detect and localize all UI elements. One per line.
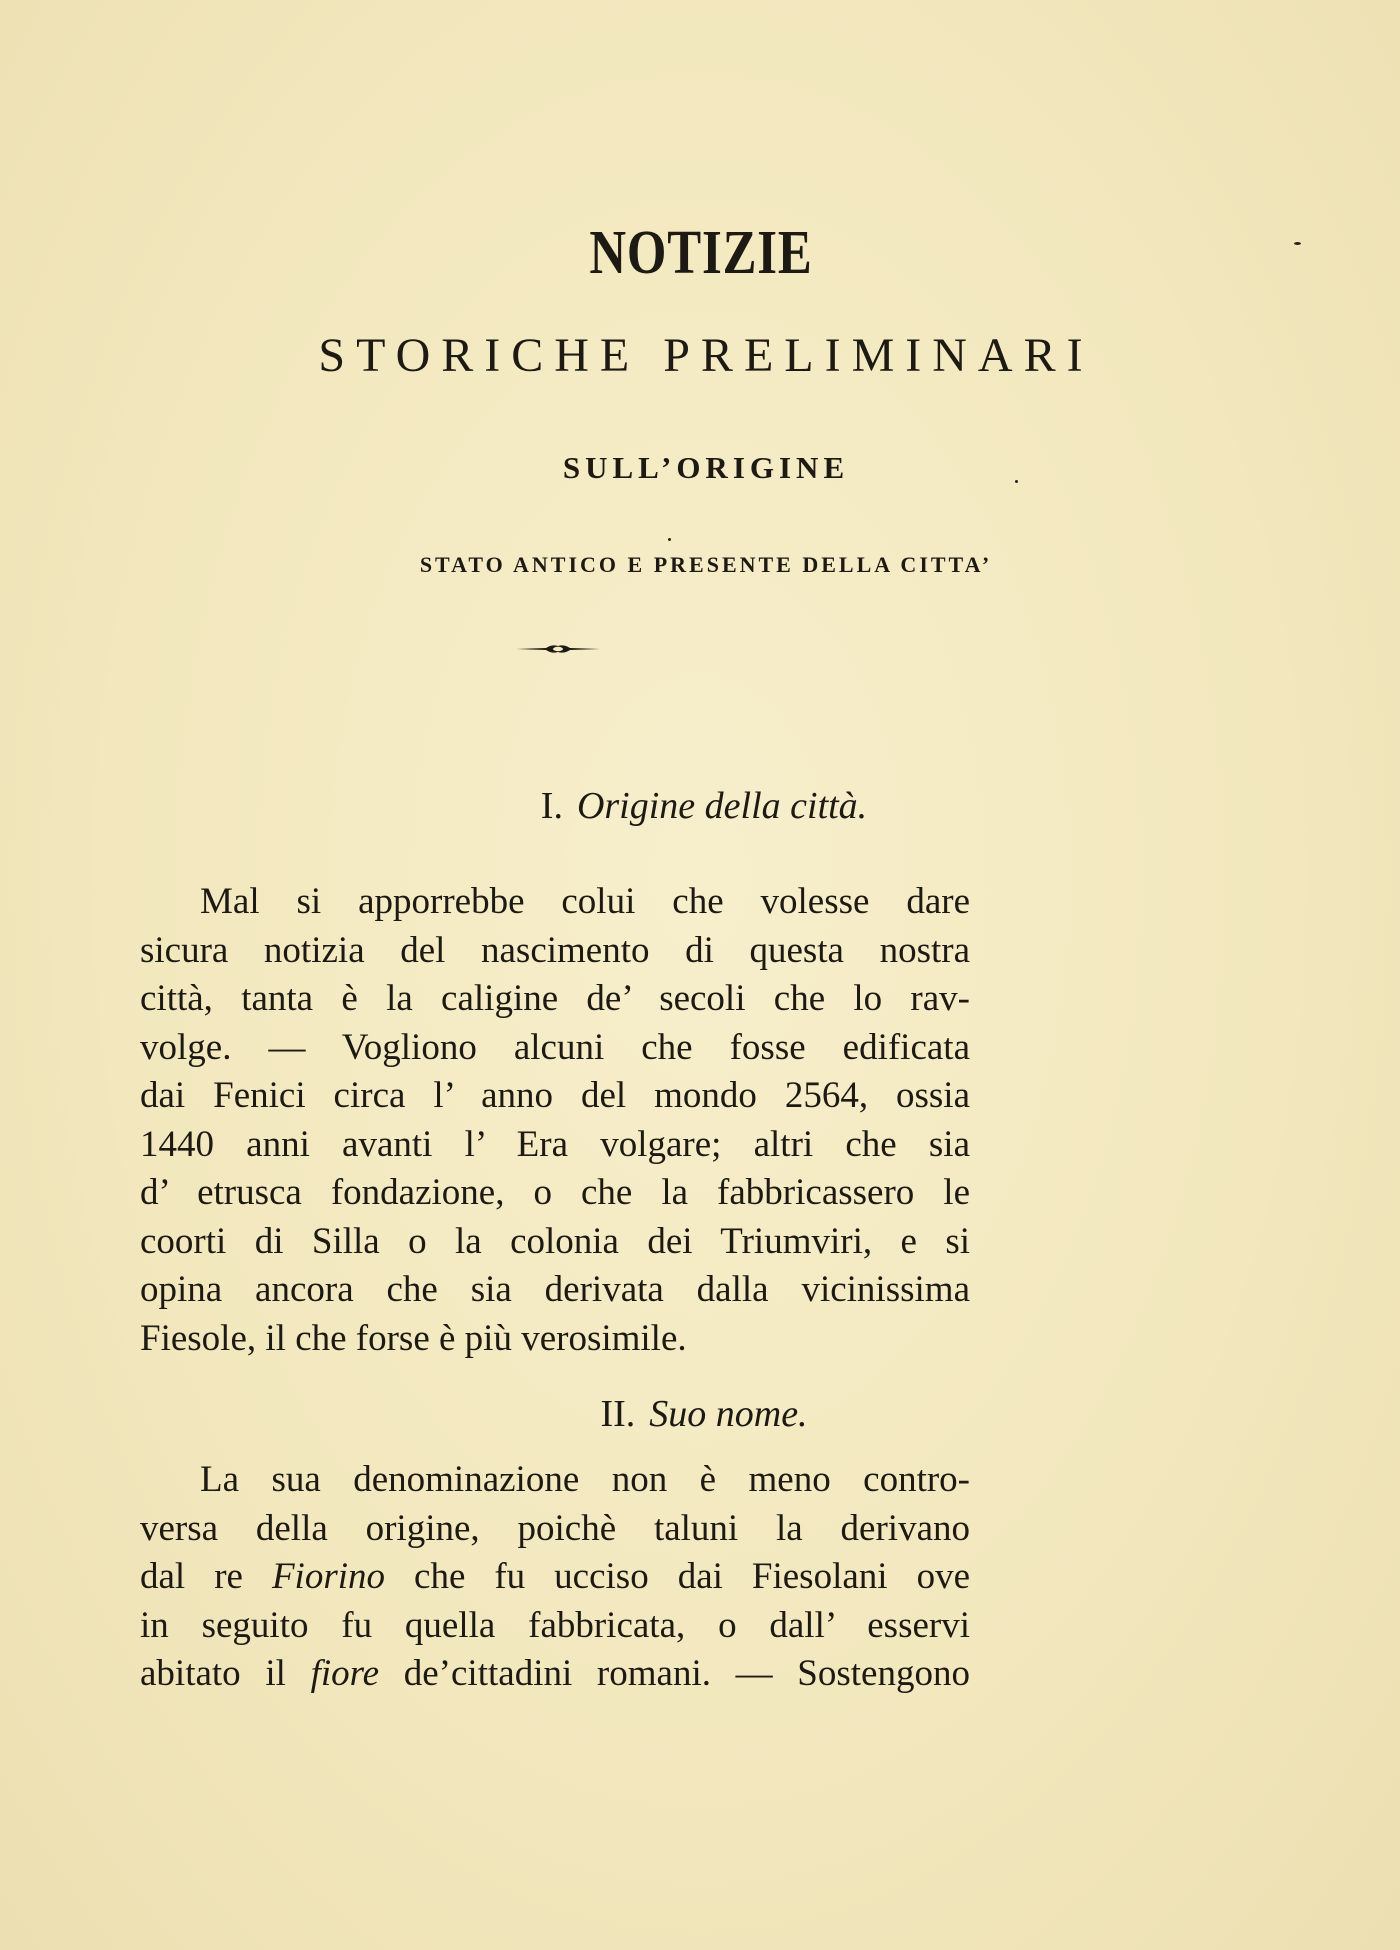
text-line: [140, 1553, 970, 1602]
text-line: 1440 anni avanti l’ Era volgare; altri che sia: [140, 1123, 970, 1165]
section-number: I.: [540, 785, 563, 827]
text-line: [140, 1650, 970, 1699]
paper-speck: [1015, 480, 1018, 483]
text-line: versa della origine, poichè taluni la derivano: [140, 1507, 970, 1549]
text-line: dai Fenici circa l’ anno del mondo 2564, ossia: [140, 1075, 970, 1116]
section-heading-1: [8, 784, 1400, 828]
text-line: opina ancora che sia derivata dalla vicinissima: [140, 1269, 970, 1310]
text-line: La sua denominazione non è meno contro-: [200, 1459, 970, 1500]
section-heading-2: [8, 1392, 1400, 1436]
text-fragment: de’cittadini romani. — Sostengono: [379, 1653, 970, 1694]
paper-speck: [668, 538, 671, 541]
text-line: città, tanta è la caligine de’ secoli che lo rav-: [140, 978, 970, 1019]
title-main: NOTIZIE: [589, 219, 813, 287]
section-body-2: [140, 1456, 970, 1699]
text-line: Mal si apporrebbe colui che volesse dare: [200, 881, 970, 922]
text-fragment: dal re: [140, 1556, 272, 1597]
emphasis-word: fiore: [310, 1653, 380, 1694]
emphasis-name: Fiorino: [271, 1556, 386, 1597]
ornament-divider-icon: [516, 642, 600, 656]
text-line: volge. — Vogliono alcuni che fosse edificata: [140, 1026, 970, 1068]
section-title: Origine della città.: [576, 785, 868, 827]
title-sub: STORICHE PRELIMINARI: [318, 329, 1094, 382]
text-line: sicura notizia del nascimento di questa nostra: [140, 929, 970, 971]
text-line: Fiesole, il che forse è più verosimile.: [140, 1317, 687, 1359]
title-tiny: STATO ANTICO E PRESENTE DELLA CITTA’: [419, 552, 993, 577]
text-fragment: che fu ucciso dai Fiesolani ove: [385, 1556, 970, 1597]
text-fragment: abitato il: [140, 1653, 311, 1694]
text-line: in seguito fu quella fabbricata, o dall’ esservi: [140, 1604, 970, 1646]
text-line: coorti di Silla o la colonia dei Triumviri, e si: [140, 1220, 970, 1262]
title-small: SULL’ORIGINE: [562, 450, 850, 485]
paper-speck: [1294, 242, 1301, 245]
section-body-1: [140, 878, 970, 1363]
section-title: Suo nome.: [649, 1393, 808, 1435]
section-number: II.: [600, 1393, 636, 1435]
text-line: d’ etrusca fondazione, o che la fabbricassero le: [140, 1172, 970, 1213]
